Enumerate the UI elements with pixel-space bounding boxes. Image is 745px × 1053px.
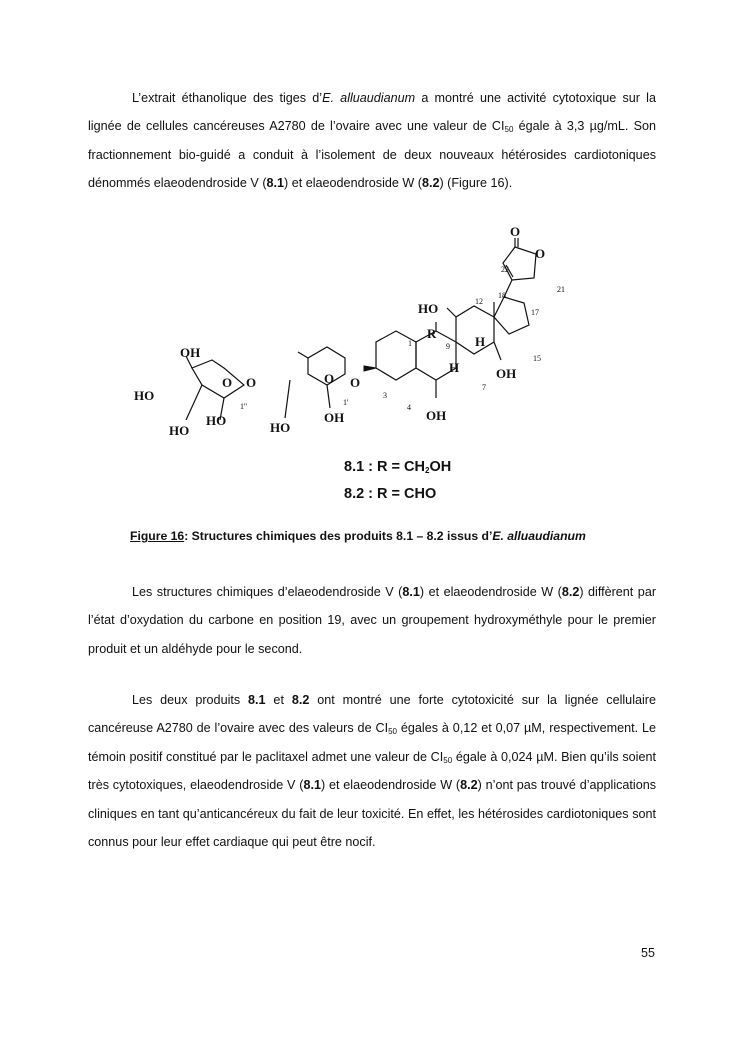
atom-oh-sugar-top: OH — [180, 345, 201, 360]
oh14-bond — [494, 342, 501, 360]
sugar2-ho — [285, 380, 290, 418]
num-1pp: 1'' — [240, 402, 247, 411]
atom-r: R — [427, 326, 437, 341]
sugar1-ho-bottom — [186, 385, 202, 420]
num-12: 12 — [475, 297, 483, 306]
sugar-ring-1 — [192, 360, 244, 398]
atom-h-9: H — [475, 334, 486, 349]
num-1p: 1' — [343, 398, 349, 407]
formula-8-1: 8.1 : $R = CH_2OH$ — [344, 459, 452, 475]
num-17: 17 — [531, 308, 539, 317]
num-22: 22 — [501, 265, 509, 274]
num-4: 4 — [407, 403, 411, 412]
num-1: 1 — [408, 339, 412, 348]
atom-h-8: H — [449, 360, 460, 375]
atom-ho-12: HO — [418, 301, 439, 316]
num-7: 7 — [482, 383, 486, 392]
num-15: 15 — [533, 354, 541, 363]
atom-ho-sugar2: HO — [270, 420, 291, 435]
atom-ho-sugar-bottom2: HO — [206, 413, 227, 428]
num-21: 21 — [557, 285, 565, 294]
num-18: 18 — [498, 291, 506, 300]
atom-o-pyran2: O — [324, 371, 335, 386]
atom-ho-sugar-left: HO — [134, 388, 155, 403]
lactone-ring — [503, 247, 536, 280]
paragraph-structures: Les structures chimiques d’elaeodendroside V (8.1) et elaeodendroside W (8.2) diffèrent par l’état d’oxydation du carbone en position 19, avec un groupement hydroxyméthyle pour le premier produit et un aldéhyde pour le second. — [88, 585, 657, 656]
page-number: 55 — [641, 946, 655, 960]
atom-ho-sugar-bottom1: HO — [169, 423, 190, 438]
atom-o-pyran1: O — [222, 375, 233, 390]
atom-o-link1: O — [246, 375, 257, 390]
atom-oh-14: OH — [496, 366, 517, 381]
species-name: E. alluaudianum — [322, 91, 416, 105]
atom-o-ring: O — [535, 246, 546, 261]
atom-oh-5: OH — [426, 408, 447, 423]
atom-oh-sugar2: OH — [324, 410, 345, 425]
paragraph-intro: L’extrait éthanolique des tiges d’E. alluaudianum a montré une activité cytotoxique sur la lignée de cellules cancéreuses A2780 de l’ovaire avec une valeur de $CI_{50}$ égale à 3,3 µg/mL. Son fractionnement bio-guidé a conduit à l’isolement de deux nouveaux hétérosides cardiotoniques dénommés elaeodendroside V (8.1) et elaeodendroside W (8.2) (Figure 16). — [88, 91, 656, 191]
atom-o-link2: O — [350, 375, 361, 390]
formula-8-2: 8.2 : R = CHO — [344, 486, 437, 502]
ho12-bond — [447, 308, 456, 317]
sugar2-methyl — [298, 352, 308, 358]
atom-o-carbonyl: O — [510, 224, 521, 239]
chemical-structure-figure — [120, 220, 600, 450]
ring-d — [494, 297, 529, 334]
num-3: 3 — [383, 391, 387, 400]
sugar2-oh — [327, 385, 330, 408]
num-9: 9 — [446, 342, 450, 351]
wedge-3 — [364, 366, 376, 371]
paragraph-cytotoxicity: Les deux produits 8.1 et 8.2 ont montré une forte cytotoxicité sur la lignée cellulaire cancéreuse A2780 de l’ovaire avec des valeurs de $CI_{50}$ égales à 0,12 et 0,07 µM, respectivement. Le témoin positif constitué par le paclitaxel admet une valeur de $CI_{50}$ égale à 0,024 µM. Bien qu’ils soient très cytotoxiques, elaeodendroside V (8.1) et elaeodendroside W (8.2) n’ont pas trouvé d’applications cliniques en tant qu’anticancéreux du fait de leur toxicité. En effet, les hétérosides cardiotoniques sont connus pour leur effet cardiaque qui peut être nocif. — [88, 693, 657, 850]
figure-caption: Figure 16: Structures chimiques des produits 8.1 – 8.2 issus d’E. alluaudianum — [130, 529, 586, 543]
